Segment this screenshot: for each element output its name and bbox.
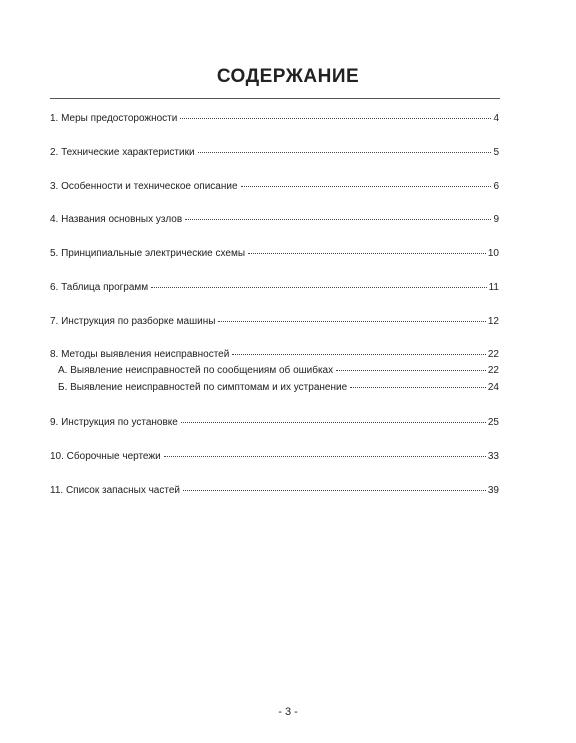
toc-entry-label: 10. Сборочные чертежи xyxy=(50,451,161,462)
toc-entry-1[interactable] xyxy=(50,113,499,125)
toc-entry-label: 7. Инструкция по разборке машины xyxy=(50,316,216,327)
toc-entry-label: 2. Технические характеристики xyxy=(50,147,195,158)
toc-entry-page: 5 xyxy=(493,147,499,158)
toc-entry-label: 9. Инструкция по установке xyxy=(50,417,178,428)
toc-entry-6[interactable] xyxy=(50,282,499,294)
toc-entry-2[interactable] xyxy=(50,147,499,159)
toc-entry-page: 4 xyxy=(493,113,499,124)
toc-entry-8[interactable] xyxy=(50,349,499,361)
toc-entry-label: Б. Выявление неисправностей по симптомам и их устранение xyxy=(58,382,348,393)
toc-entry-8a[interactable] xyxy=(58,365,499,377)
toc-entry-page: 6 xyxy=(493,181,499,192)
toc-entry-label: 5. Принципиальные электрические схемы xyxy=(50,248,246,259)
toc-entry-9[interactable] xyxy=(50,417,499,429)
page-title: СОДЕРЖАНИЕ xyxy=(216,66,360,87)
toc-entry-label: 3. Особенности и техническое описание xyxy=(50,181,238,192)
toc-entry-5[interactable] xyxy=(50,248,499,260)
dot-leader xyxy=(198,152,491,153)
toc-entry-page: 11 xyxy=(488,282,499,293)
dot-leader xyxy=(350,387,486,388)
dot-leader xyxy=(151,287,486,288)
dot-leader xyxy=(218,321,485,322)
dot-leader xyxy=(183,490,486,491)
toc-entry-label: 11. Список запасных частей xyxy=(50,485,180,496)
toc-entry-4[interactable] xyxy=(50,214,499,226)
toc-entry-8b[interactable] xyxy=(58,382,499,394)
dot-leader xyxy=(181,422,486,423)
toc-entry-page: 12 xyxy=(487,316,499,327)
toc-entry-label: 1. Меры предосторожности xyxy=(50,113,178,124)
toc-entry-page: 22 xyxy=(487,349,499,360)
toc-entry-page: 9 xyxy=(493,214,499,225)
toc-entry-label: 8. Методы выявления неисправностей xyxy=(50,349,230,360)
toc-entry-10[interactable] xyxy=(50,451,499,463)
page-number: - 3 - xyxy=(278,706,298,718)
toc-entry-page: 25 xyxy=(487,417,499,428)
toc-entry-page: 33 xyxy=(487,451,499,462)
toc-entry-11[interactable] xyxy=(50,485,499,497)
dot-leader xyxy=(241,186,491,187)
dot-leader xyxy=(232,354,486,355)
dot-leader xyxy=(164,456,486,457)
toc-entry-page: 22 xyxy=(487,365,499,376)
toc-entry-label: А. Выявление неисправностей по сообщениям об ошибках xyxy=(58,365,334,376)
toc-entry-3[interactable] xyxy=(50,181,499,193)
toc-entry-label: 6. Таблица программ xyxy=(50,282,149,293)
toc-entry-7[interactable] xyxy=(50,316,499,328)
toc-entry-page: 10 xyxy=(487,248,499,259)
toc-entry-page: 24 xyxy=(487,382,499,393)
dot-leader xyxy=(185,219,491,220)
toc-entry-page: 39 xyxy=(487,485,499,496)
dot-leader xyxy=(248,253,486,254)
dot-leader xyxy=(180,118,491,119)
toc-entry-label: 4. Названия основных узлов xyxy=(50,214,183,225)
dot-leader xyxy=(336,370,486,371)
